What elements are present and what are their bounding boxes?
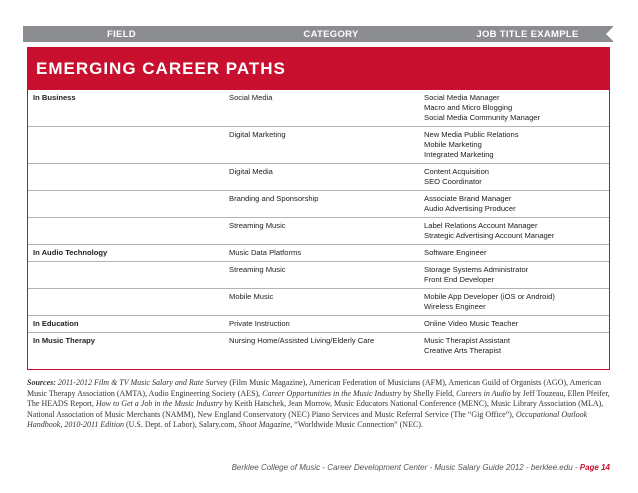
category-cell: Digital Marketing <box>229 130 286 139</box>
field-cell: In Music Therapy <box>33 336 96 345</box>
job-title-cell <box>418 245 609 261</box>
section-title-band <box>28 48 609 90</box>
source-title: Occupational Outlook Handbook, 2010-2011 Edition <box>27 409 588 429</box>
job-title-cell <box>418 90 609 126</box>
job-title: Online Video Music Teacher <box>424 319 519 328</box>
field-cell <box>28 289 223 315</box>
page-number: Page 14 <box>579 463 610 472</box>
source-title: Career Opportunities in the Music Industry <box>262 388 402 398</box>
table-row <box>28 191 609 218</box>
job-title-cell <box>418 191 609 217</box>
source-title: 2011-2012 Film & TV Music Salary and Rate Survey <box>57 378 228 387</box>
source-text: , “Worldwide Music Connection” (NEC). <box>290 420 423 429</box>
table-row <box>28 127 609 164</box>
job-title-cell <box>418 333 609 359</box>
field-cell <box>28 262 223 288</box>
job-title: Music Therapist Assistant <box>424 336 510 345</box>
category-cell: Streaming Music <box>229 265 286 274</box>
source-text: by Shelly Field, <box>401 388 457 398</box>
job-title: Label Relations Account Manager <box>424 221 538 230</box>
job-title-cell <box>418 218 609 244</box>
sources-label: Sources: <box>27 378 56 387</box>
job-title: Front End Developer <box>424 275 495 284</box>
column-header-bar <box>23 26 613 42</box>
sources-paragraph <box>27 378 610 431</box>
job-title: Mobile Marketing <box>424 140 482 149</box>
job-title: SEO Coordinator <box>424 177 482 186</box>
job-title: Creative Arts Therapist <box>424 346 502 355</box>
field-cell <box>28 218 223 244</box>
job-title: Integrated Marketing <box>424 150 494 159</box>
category-cell: Social Media <box>229 93 273 102</box>
section-title: EMERGING CAREER PATHS <box>36 59 286 78</box>
category-cell: Music Data Platforms <box>229 248 302 257</box>
job-title-cell <box>418 164 609 190</box>
job-title: New Media Public Relations <box>424 130 519 139</box>
category-cell: Branding and Sponsorship <box>229 194 319 203</box>
field-cell: In Business <box>33 93 76 102</box>
job-title-cell <box>418 289 609 315</box>
table-row <box>28 90 609 127</box>
table-row <box>28 333 609 359</box>
source-text: (U.S. Dept. of Labor), Salary.com, <box>123 420 239 429</box>
source-title: Shoot Magazine <box>238 420 291 429</box>
header-bar-tip <box>606 26 614 42</box>
career-paths-table <box>27 47 610 370</box>
source-text: by Keith Hatschek, Jean Morrow, Music Educators National Conference (MENC), Music Library Association (MLA), National Association of Music Merchants (NAMM), New England Conservatory (NEC) Piano Services and Music Referral Service (The “Gig Office”), <box>27 399 604 419</box>
table-row <box>28 316 609 333</box>
header-category: CATEGORY <box>303 28 359 40</box>
table-row <box>28 218 609 245</box>
field-cell <box>28 164 223 190</box>
source-title: Careers in Audio <box>456 388 511 398</box>
category-cell: Streaming Music <box>229 221 286 230</box>
job-title: Software Engineer <box>424 248 487 257</box>
table-row <box>28 245 609 262</box>
table-row <box>28 262 609 289</box>
job-title: Macro and Micro Blogging <box>424 103 513 112</box>
category-cell: Private Instruction <box>229 319 290 328</box>
job-title: Audio Advertising Producer <box>424 204 516 213</box>
job-title: Social Media Community Manager <box>424 113 541 122</box>
job-title-cell <box>418 127 609 163</box>
category-cell: Mobile Music <box>229 292 274 301</box>
category-cell: Digital Media <box>229 167 273 176</box>
source-text: (Film Music Magazine), American Federation of Musicians (AFM), American Guild of Organists (AGO), American Music Therapy Association (AMTA), Audio Engineering Society (AES), <box>27 378 602 398</box>
header-field: FIELD <box>107 28 136 40</box>
job-title-cell <box>418 316 609 332</box>
table-row <box>28 164 609 191</box>
table-body <box>28 90 609 359</box>
table-row <box>28 289 609 316</box>
header-job-title: JOB TITLE EXAMPLE <box>476 28 579 40</box>
job-title: Strategic Advertising Account Manager <box>424 231 555 240</box>
field-cell: In Education <box>33 319 79 328</box>
field-cell <box>28 191 223 217</box>
source-text: by Jeff Touzeau, Ellen Pfeifer, The HEADS Report, <box>27 388 610 408</box>
job-title-cell <box>418 262 609 288</box>
category-cell: Nursing Home/Assisted Living/Elderly Care <box>229 336 375 345</box>
job-title: Wireless Engineer <box>424 302 486 311</box>
page-footer <box>27 463 610 472</box>
job-title: Content Acquisition <box>424 167 490 176</box>
job-title: Associate Brand Manager <box>424 194 512 203</box>
field-cell <box>28 127 223 163</box>
source-title: How to Get a Job in the Music Industry <box>95 399 223 408</box>
footer-text: Berklee College of Music - Career Development Center - Music Salary Guide 2012 - berklee.edu - <box>231 463 580 472</box>
job-title: Storage Systems Administrator <box>424 265 529 274</box>
job-title: Social Media Manager <box>424 93 500 102</box>
job-title: Mobile App Developer (iOS or Android) <box>424 292 555 301</box>
field-cell: In Audio Technology <box>33 248 108 257</box>
